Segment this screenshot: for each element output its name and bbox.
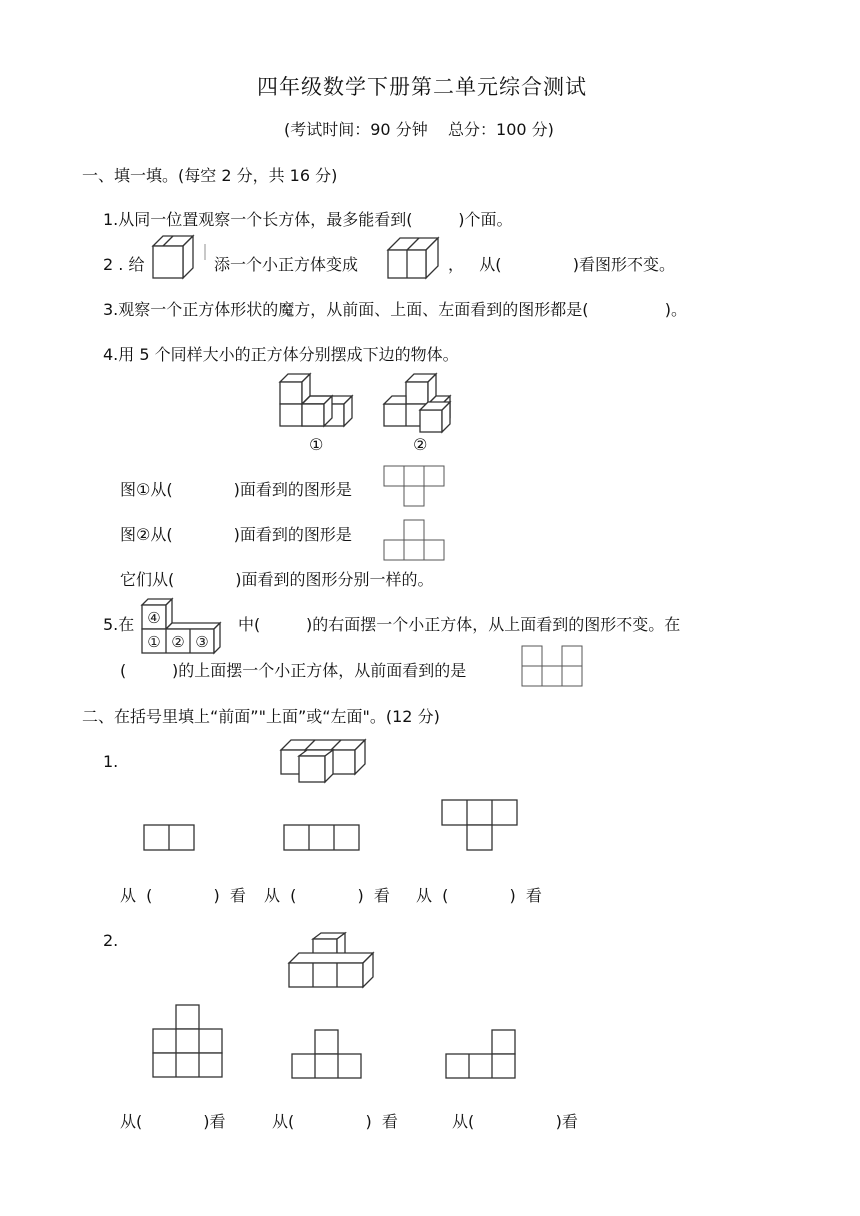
- s2-q2-solid: [289, 931, 377, 989]
- s2-q1-answer-c[interactable]: 从 ( ) 看: [416, 886, 542, 905]
- s2-q2-answer-b[interactable]: 从( ) 看: [272, 1112, 398, 1131]
- cube-label-3: ③: [195, 633, 209, 651]
- section1-heading: 一、填一填。(每空 2 分，共 16 分): [82, 166, 338, 185]
- question-1-4-b: 图②从( )面看到的图形是: [120, 525, 352, 544]
- section2-q1-number: 1.: [103, 752, 119, 771]
- s2-q1-view-c: [442, 800, 520, 854]
- s2-q1-view-b: [284, 825, 362, 853]
- q4-figure-2: [384, 374, 459, 434]
- question-1-2-prefix: 2 . 给: [103, 255, 145, 274]
- question-1-2-suffix: ， 从( )看图形不变。: [448, 255, 675, 274]
- question-1-4-c: 它们从( )面看到的图形分别一样的。: [120, 570, 434, 589]
- question-1-1: 1.从同一位置观察一个长方体，最多能看到( )个面。: [103, 210, 513, 229]
- question-1-5-text: 中( )的右面摆一个小正方体，从上面看到的图形不变。在: [238, 615, 681, 634]
- view-b-grid: [384, 520, 446, 562]
- page-title: 四年级数学下册第二单元综合测试: [257, 75, 587, 99]
- s2-q1-answer-b[interactable]: 从 ( ) 看: [264, 886, 390, 905]
- s2-q2-view-a: [153, 1005, 225, 1081]
- s2-q1-solid: [281, 740, 371, 786]
- s2-q2-answer-c[interactable]: 从( )看: [452, 1112, 578, 1131]
- question-1-4-a: 图①从( )面看到的图形是: [120, 480, 352, 499]
- section2-heading: 二、在括号里填上“前面”"上面”或“左面"。(12 分): [82, 707, 440, 726]
- question-1-4: 4.用 5 个同样大小的正方体分别摆成下边的物体。: [103, 345, 459, 364]
- question-1-5-line2: ( )的上面摆一个小正方体，从前面看到的是: [120, 661, 467, 680]
- q5-cube-figure: [142, 597, 228, 655]
- section2-q2-number: 2.: [103, 931, 119, 950]
- question-1-3: 3.观察一个正方体形状的魔方，从前面、上面、左面看到的图形都是( )。: [103, 300, 688, 319]
- question-1-5-prefix: 5.在: [103, 615, 135, 634]
- question-1-2-middle: 添一个小正方体变成: [214, 255, 359, 274]
- s2-q1-view-a: [144, 825, 196, 853]
- s2-q1-answer-a[interactable]: 从 ( ) 看: [120, 886, 246, 905]
- cube-label-2: ②: [171, 633, 185, 651]
- cube-label-4: ④: [147, 609, 161, 627]
- exam-info: (考试时间：90 分钟 总分：100 分): [284, 120, 554, 139]
- q2-figure-before: [153, 236, 213, 282]
- s2-q2-view-b: [292, 1030, 364, 1082]
- q2-figure-after: [388, 238, 440, 280]
- figure-2-label: ②: [413, 435, 428, 454]
- s2-q2-answer-a[interactable]: 从( )看: [120, 1112, 226, 1131]
- cube-label-1: ①: [147, 633, 161, 651]
- view-a-grid: [384, 466, 446, 508]
- s2-q2-view-c: [446, 1030, 518, 1082]
- figure-1-label: ①: [309, 435, 324, 454]
- q4-figure-1: [280, 374, 355, 429]
- q5-front-view-grid: [522, 646, 586, 688]
